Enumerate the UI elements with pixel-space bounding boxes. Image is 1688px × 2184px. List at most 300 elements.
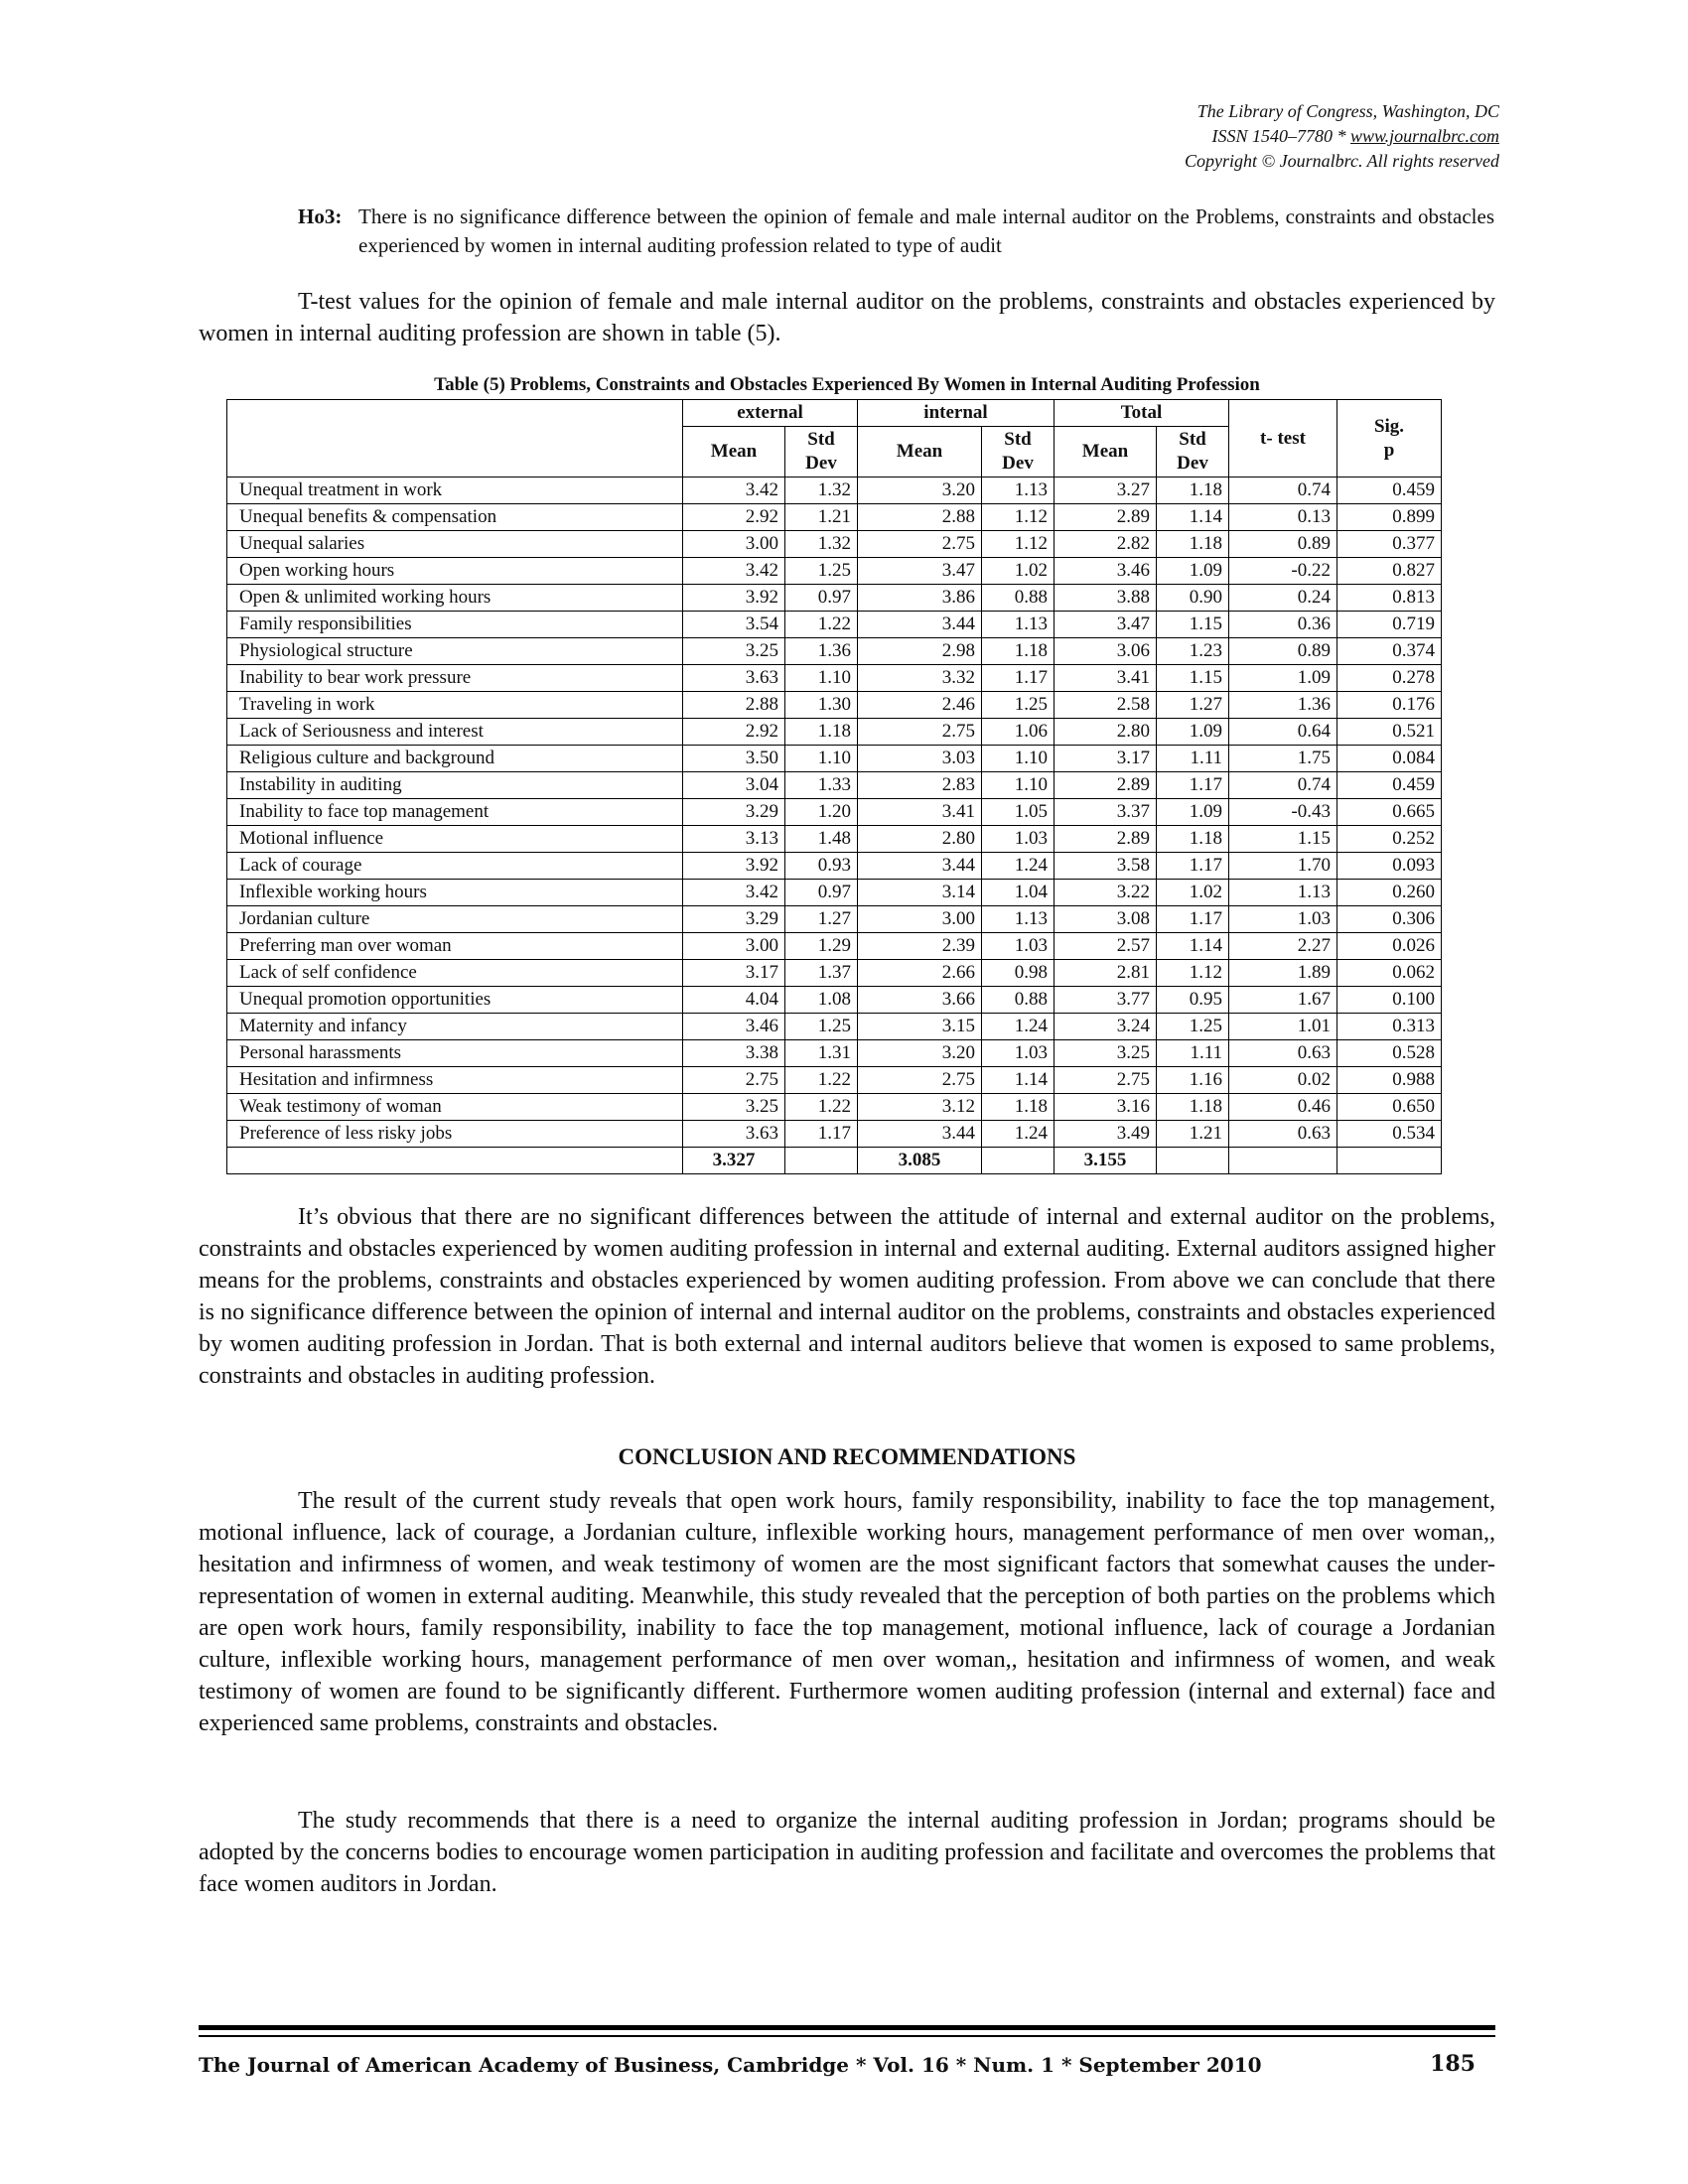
- value-cell: 3.15: [858, 1014, 982, 1040]
- row-label-cell: Preference of less risky jobs: [227, 1121, 683, 1148]
- sig-header: [1337, 400, 1442, 478]
- footer-rule-thin: [199, 2035, 1495, 2037]
- value-cell: 0.062: [1337, 960, 1442, 987]
- value-cell: 1.18: [982, 638, 1055, 665]
- table-row: [227, 665, 1442, 692]
- row-label-cell: Open & unlimited working hours: [227, 585, 683, 612]
- empty-cell: [1337, 1148, 1442, 1174]
- value-cell: 3.32: [858, 665, 982, 692]
- value-cell: 3.77: [1055, 987, 1157, 1014]
- value-cell: 2.92: [683, 504, 785, 531]
- value-cell: 0.89: [1229, 638, 1337, 665]
- empty-cell: [785, 1148, 858, 1174]
- value-cell: 1.03: [1229, 906, 1337, 933]
- value-cell: 0.988: [1337, 1067, 1442, 1094]
- hypothesis-block: [298, 203, 1494, 260]
- row-label-cell: Unequal promotion opportunities: [227, 987, 683, 1014]
- value-cell: 3.25: [683, 1094, 785, 1121]
- table-row: [227, 504, 1442, 531]
- value-cell: 2.66: [858, 960, 982, 987]
- value-cell: 4.04: [683, 987, 785, 1014]
- value-cell: 3.17: [1055, 746, 1157, 772]
- row-label-cell: Unequal benefits & compensation: [227, 504, 683, 531]
- value-cell: 1.06: [982, 719, 1055, 746]
- value-cell: 1.33: [785, 772, 858, 799]
- intro-paragraph-text: T-test values for the opinion of female and male internal auditor on the problems, constraints and obstacles experienced by women in internal auditing profession are shown in table (5).: [199, 289, 1495, 346]
- value-cell: 1.13: [982, 478, 1055, 504]
- value-cell: 3.16: [1055, 1094, 1157, 1121]
- table-row: [227, 933, 1442, 960]
- blank-header-cell: [227, 400, 683, 478]
- value-cell: 0.93: [785, 853, 858, 880]
- value-cell: 1.17: [785, 1121, 858, 1148]
- value-cell: 3.00: [683, 531, 785, 558]
- table-row: [227, 558, 1442, 585]
- row-label-cell: Motional influence: [227, 826, 683, 853]
- value-cell: 3.47: [1055, 612, 1157, 638]
- group-header-internal: internal: [858, 400, 1055, 427]
- footer-rule-thick: [199, 2025, 1495, 2030]
- value-cell: 3.44: [858, 612, 982, 638]
- row-label-cell: Lack of Seriousness and interest: [227, 719, 683, 746]
- table-row: [227, 585, 1442, 612]
- value-cell: 1.22: [785, 1067, 858, 1094]
- std-header-line1: Std: [1179, 429, 1206, 450]
- row-label-cell: Lack of courage: [227, 853, 683, 880]
- value-cell: 1.13: [1229, 880, 1337, 906]
- value-cell: 1.09: [1229, 665, 1337, 692]
- value-cell: 0.100: [1337, 987, 1442, 1014]
- section-heading: CONCLUSION AND RECOMMENDATIONS: [618, 1444, 1076, 1469]
- row-label-cell: Open working hours: [227, 558, 683, 585]
- value-cell: 1.32: [785, 478, 858, 504]
- value-cell: 3.58: [1055, 853, 1157, 880]
- value-cell: 1.18: [1157, 1094, 1229, 1121]
- footer-journal: The Journal of American Academy of Business, Cambridge * Vol. 16 * Num. 1 * September 2010: [199, 2053, 1262, 2077]
- value-cell: 3.25: [683, 638, 785, 665]
- std-header-line1: Std: [1004, 429, 1032, 450]
- value-cell: 0.98: [982, 960, 1055, 987]
- value-cell: 1.29: [785, 933, 858, 960]
- value-cell: 3.49: [1055, 1121, 1157, 1148]
- value-cell: 1.10: [785, 746, 858, 772]
- value-cell: 3.20: [858, 1040, 982, 1067]
- value-cell: 0.459: [1337, 478, 1442, 504]
- value-cell: 3.66: [858, 987, 982, 1014]
- value-cell: 1.18: [982, 1094, 1055, 1121]
- journal-url-link[interactable]: www.journalbrc.com: [1349, 126, 1499, 146]
- value-cell: 2.58: [1055, 692, 1157, 719]
- table-row: [227, 531, 1442, 558]
- value-cell: 0.36: [1229, 612, 1337, 638]
- std-header: [785, 427, 858, 478]
- row-label-cell: Physiological structure: [227, 638, 683, 665]
- value-cell: 2.98: [858, 638, 982, 665]
- value-cell: 1.01: [1229, 1014, 1337, 1040]
- value-cell: 1.14: [982, 1067, 1055, 1094]
- table-row: [227, 719, 1442, 746]
- value-cell: 1.10: [785, 665, 858, 692]
- value-cell: 2.75: [858, 531, 982, 558]
- value-cell: 2.82: [1055, 531, 1157, 558]
- value-cell: 0.89: [1229, 531, 1337, 558]
- value-cell: 2.27: [1229, 933, 1337, 960]
- value-cell: 3.42: [683, 880, 785, 906]
- sig-header-line2: p: [1383, 439, 1395, 461]
- table-row: [227, 1094, 1442, 1121]
- value-cell: 1.75: [1229, 746, 1337, 772]
- std-header-line2: Dev: [805, 453, 837, 474]
- value-cell: 2.88: [858, 504, 982, 531]
- value-cell: 1.14: [1157, 504, 1229, 531]
- value-cell: 2.75: [683, 1067, 785, 1094]
- value-cell: 0.63: [1229, 1040, 1337, 1067]
- value-cell: 0.093: [1337, 853, 1442, 880]
- row-label-cell: Instability in auditing: [227, 772, 683, 799]
- value-cell: 0.459: [1337, 772, 1442, 799]
- table-row: [227, 1121, 1442, 1148]
- value-cell: 3.41: [1055, 665, 1157, 692]
- value-cell: 1.09: [1157, 719, 1229, 746]
- value-cell: 3.14: [858, 880, 982, 906]
- value-cell: -0.43: [1229, 799, 1337, 826]
- std-header: [1157, 427, 1229, 478]
- value-cell: 1.25: [785, 558, 858, 585]
- value-cell: 1.04: [982, 880, 1055, 906]
- value-cell: 0.665: [1337, 799, 1442, 826]
- value-cell: 1.18: [1157, 826, 1229, 853]
- value-cell: 3.03: [858, 746, 982, 772]
- value-cell: 1.18: [785, 719, 858, 746]
- value-cell: 2.88: [683, 692, 785, 719]
- recommendation-paragraph: [199, 1805, 1495, 1900]
- sig-header-line1: Sig.: [1373, 415, 1405, 437]
- value-cell: 0.24: [1229, 585, 1337, 612]
- page-number: 185: [1430, 2051, 1476, 2077]
- empty-cell: [227, 1148, 683, 1174]
- value-cell: 1.17: [1157, 772, 1229, 799]
- value-cell: 0.64: [1229, 719, 1337, 746]
- value-cell: 2.92: [683, 719, 785, 746]
- value-cell: 3.92: [683, 853, 785, 880]
- value-cell: 1.17: [1157, 853, 1229, 880]
- value-cell: 3.42: [683, 558, 785, 585]
- value-cell: 0.374: [1337, 638, 1442, 665]
- value-cell: 1.21: [785, 504, 858, 531]
- std-header-line1: Std: [807, 429, 835, 450]
- total-mean-cell: 3.085: [858, 1148, 982, 1174]
- value-cell: 1.27: [785, 906, 858, 933]
- value-cell: 1.24: [982, 1014, 1055, 1040]
- value-cell: 3.06: [1055, 638, 1157, 665]
- value-cell: 1.16: [1157, 1067, 1229, 1094]
- discussion-paragraph: [199, 1201, 1495, 1392]
- value-cell: 3.00: [858, 906, 982, 933]
- value-cell: 3.37: [1055, 799, 1157, 826]
- value-cell: 3.44: [858, 853, 982, 880]
- value-cell: 1.09: [1157, 799, 1229, 826]
- value-cell: 1.08: [785, 987, 858, 1014]
- header-issn: ISSN 1540–7780 *: [1211, 126, 1350, 146]
- row-label-cell: Religious culture and background: [227, 746, 683, 772]
- table-row: [227, 1014, 1442, 1040]
- value-cell: 3.88: [1055, 585, 1157, 612]
- table-row: [227, 772, 1442, 799]
- value-cell: 0.719: [1337, 612, 1442, 638]
- header-line-2: [1185, 124, 1499, 149]
- value-cell: 3.29: [683, 906, 785, 933]
- value-cell: 1.15: [1157, 665, 1229, 692]
- table-row: [227, 478, 1442, 504]
- conclusion-paragraph: [199, 1485, 1495, 1739]
- value-cell: 1.89: [1229, 960, 1337, 987]
- value-cell: 0.899: [1337, 504, 1442, 531]
- value-cell: 0.95: [1157, 987, 1229, 1014]
- value-cell: 1.12: [982, 531, 1055, 558]
- row-label-cell: Preferring man over woman: [227, 933, 683, 960]
- value-cell: 1.24: [982, 853, 1055, 880]
- value-cell: 0.46: [1229, 1094, 1337, 1121]
- table-row: [227, 1067, 1442, 1094]
- value-cell: 1.17: [1157, 906, 1229, 933]
- value-cell: 1.18: [1157, 478, 1229, 504]
- value-cell: 1.25: [1157, 1014, 1229, 1040]
- value-cell: 0.88: [982, 987, 1055, 1014]
- table-row: [227, 960, 1442, 987]
- value-cell: 1.14: [1157, 933, 1229, 960]
- value-cell: 3.44: [858, 1121, 982, 1148]
- value-cell: 2.89: [1055, 772, 1157, 799]
- value-cell: 3.47: [858, 558, 982, 585]
- value-cell: 3.22: [1055, 880, 1157, 906]
- value-cell: 1.36: [1229, 692, 1337, 719]
- value-cell: 3.46: [683, 1014, 785, 1040]
- value-cell: 1.09: [1157, 558, 1229, 585]
- value-cell: 3.00: [683, 933, 785, 960]
- running-header: [1185, 99, 1499, 174]
- value-cell: 0.026: [1337, 933, 1442, 960]
- row-label-cell: Personal harassments: [227, 1040, 683, 1067]
- value-cell: 2.75: [858, 719, 982, 746]
- table-caption: Table (5) Problems, Constraints and Obstacles Experienced By Women in Internal Auditing Profession: [434, 374, 1260, 395]
- recommendation-paragraph-text: The study recommends that there is a need to organize the internal auditing profession in Jordan; programs should be adopted by the concerns bodies to encourage women participation in auditing profession and facilitate and overcomes the problems that face women auditors in Jordan.: [199, 1808, 1495, 1897]
- value-cell: 3.12: [858, 1094, 982, 1121]
- value-cell: 0.90: [1157, 585, 1229, 612]
- value-cell: 1.27: [1157, 692, 1229, 719]
- value-cell: 1.13: [982, 612, 1055, 638]
- value-cell: 1.02: [982, 558, 1055, 585]
- value-cell: 1.17: [982, 665, 1055, 692]
- value-cell: 2.80: [858, 826, 982, 853]
- value-cell: 1.22: [785, 1094, 858, 1121]
- value-cell: 2.89: [1055, 504, 1157, 531]
- row-label-cell: Inability to face top management: [227, 799, 683, 826]
- value-cell: 3.86: [858, 585, 982, 612]
- value-cell: -0.22: [1229, 558, 1337, 585]
- value-cell: 1.18: [1157, 531, 1229, 558]
- value-cell: 1.10: [982, 772, 1055, 799]
- table-row: [227, 826, 1442, 853]
- value-cell: 0.63: [1229, 1121, 1337, 1148]
- value-cell: 2.75: [858, 1067, 982, 1094]
- value-cell: 3.20: [858, 478, 982, 504]
- table-row: [227, 612, 1442, 638]
- value-cell: 1.25: [785, 1014, 858, 1040]
- page-footer: [199, 2053, 1495, 2077]
- value-cell: 0.377: [1337, 531, 1442, 558]
- value-cell: 3.38: [683, 1040, 785, 1067]
- value-cell: 2.57: [1055, 933, 1157, 960]
- ttest-header: t- test: [1229, 400, 1337, 478]
- value-cell: 2.75: [1055, 1067, 1157, 1094]
- std-header-line2: Dev: [1002, 453, 1034, 474]
- row-label-cell: Jordanian culture: [227, 906, 683, 933]
- value-cell: 1.12: [1157, 960, 1229, 987]
- value-cell: 0.97: [785, 585, 858, 612]
- value-cell: 3.92: [683, 585, 785, 612]
- value-cell: 1.48: [785, 826, 858, 853]
- hypothesis-label: Ho3:: [298, 205, 343, 228]
- value-cell: 0.260: [1337, 880, 1442, 906]
- group-header-external: external: [683, 400, 858, 427]
- mean-header: Mean: [683, 427, 785, 478]
- value-cell: 1.13: [982, 906, 1055, 933]
- row-label-cell: Unequal treatment in work: [227, 478, 683, 504]
- results-table: [226, 399, 1442, 1174]
- value-cell: 1.24: [982, 1121, 1055, 1148]
- value-cell: 1.37: [785, 960, 858, 987]
- value-cell: 1.23: [1157, 638, 1229, 665]
- table-row: [227, 638, 1442, 665]
- row-label-cell: Lack of self confidence: [227, 960, 683, 987]
- std-header-line2: Dev: [1177, 453, 1208, 474]
- value-cell: 0.521: [1337, 719, 1442, 746]
- row-label-cell: Unequal salaries: [227, 531, 683, 558]
- total-mean-cell: 3.327: [683, 1148, 785, 1174]
- value-cell: 1.03: [982, 826, 1055, 853]
- value-cell: 2.80: [1055, 719, 1157, 746]
- value-cell: 0.813: [1337, 585, 1442, 612]
- value-cell: 1.11: [1157, 1040, 1229, 1067]
- std-header: [982, 427, 1055, 478]
- header-line-3: Copyright © Journalbrc. All rights reserved: [1185, 151, 1499, 171]
- value-cell: 3.25: [1055, 1040, 1157, 1067]
- totals-row: [227, 1148, 1442, 1174]
- value-cell: 3.04: [683, 772, 785, 799]
- value-cell: 1.10: [982, 746, 1055, 772]
- value-cell: 3.63: [683, 1121, 785, 1148]
- value-cell: 1.11: [1157, 746, 1229, 772]
- row-label-cell: Maternity and infancy: [227, 1014, 683, 1040]
- mean-header: Mean: [1055, 427, 1157, 478]
- table-row: [227, 987, 1442, 1014]
- value-cell: 0.252: [1337, 826, 1442, 853]
- table-body: [227, 478, 1442, 1174]
- value-cell: 3.24: [1055, 1014, 1157, 1040]
- value-cell: 3.08: [1055, 906, 1157, 933]
- row-label-cell: Weak testimony of woman: [227, 1094, 683, 1121]
- value-cell: 1.12: [982, 504, 1055, 531]
- value-cell: 0.306: [1337, 906, 1442, 933]
- total-mean-cell: 3.155: [1055, 1148, 1157, 1174]
- value-cell: 0.084: [1337, 746, 1442, 772]
- value-cell: 1.32: [785, 531, 858, 558]
- value-cell: 3.29: [683, 799, 785, 826]
- mean-header: Mean: [858, 427, 982, 478]
- table-row: [227, 1040, 1442, 1067]
- value-cell: 3.41: [858, 799, 982, 826]
- row-label-cell: Hesitation and infirmness: [227, 1067, 683, 1094]
- value-cell: 1.03: [982, 1040, 1055, 1067]
- value-cell: 3.42: [683, 478, 785, 504]
- value-cell: 2.83: [858, 772, 982, 799]
- value-cell: 0.534: [1337, 1121, 1442, 1148]
- value-cell: 1.21: [1157, 1121, 1229, 1148]
- row-label-cell: Inflexible working hours: [227, 880, 683, 906]
- table-row: [227, 906, 1442, 933]
- value-cell: 2.39: [858, 933, 982, 960]
- row-label-cell: Family responsibilities: [227, 612, 683, 638]
- value-cell: 0.74: [1229, 772, 1337, 799]
- value-cell: 3.13: [683, 826, 785, 853]
- hypothesis-text: There is no significance difference between the opinion of female and male internal auditor on the Problems, constraints and obstacles experienced by women in internal auditing profession related to type of audit: [358, 205, 1494, 257]
- value-cell: 0.88: [982, 585, 1055, 612]
- value-cell: 1.15: [1229, 826, 1337, 853]
- table-row: [227, 799, 1442, 826]
- value-cell: 0.74: [1229, 478, 1337, 504]
- value-cell: 1.20: [785, 799, 858, 826]
- table-row: [227, 746, 1442, 772]
- value-cell: 0.528: [1337, 1040, 1442, 1067]
- value-cell: 0.278: [1337, 665, 1442, 692]
- discussion-paragraph-text: It’s obvious that there are no significant differences between the attitude of internal and external auditor on the problems, constraints and obstacles experienced by women auditing profession in internal and external auditing. External auditors assigned higher means for the problems, constraints and obstacles experienced by women auditing profession. From above we can conclude that there is no significance difference between the opinion of internal and internal auditor on the problems, constraints and obstacles experienced by women auditing profession in Jordan. That is both external and internal auditors believe that women is exposed to same problems, constraints and obstacles in auditing profession.: [199, 1204, 1495, 1389]
- value-cell: 3.63: [683, 665, 785, 692]
- value-cell: 2.46: [858, 692, 982, 719]
- value-cell: 1.30: [785, 692, 858, 719]
- group-header-total: Total: [1055, 400, 1229, 427]
- value-cell: 0.827: [1337, 558, 1442, 585]
- value-cell: 3.50: [683, 746, 785, 772]
- value-cell: 1.36: [785, 638, 858, 665]
- conclusion-paragraph-text: The result of the current study reveals that open work hours, family responsibility, inability to face the top management, motional influence, lack of courage, a Jordanian culture, inflexible working hours, management performance of men over woman,, hesitation and infirmness of women, and weak testimony of women are the most significant factors that somewhat causes the under-representation of women in external auditing. Meanwhile, this study revealed that the perception of both parties on the problems which are open work hours, family responsibility, inability to face the top management, motional influence, lack of courage a Jordanian culture, inflexible working hours, management performance of men over woman,, hesitation and infirmness of women, and weak testimony of women are found to be significantly different. Furthermore women auditing profession (internal and external) face and experienced same problems, constraints and obstacles.: [199, 1488, 1495, 1736]
- value-cell: 1.22: [785, 612, 858, 638]
- value-cell: 3.17: [683, 960, 785, 987]
- value-cell: 3.46: [1055, 558, 1157, 585]
- value-cell: 3.27: [1055, 478, 1157, 504]
- value-cell: 0.313: [1337, 1014, 1442, 1040]
- row-label-cell: Inability to bear work pressure: [227, 665, 683, 692]
- empty-cell: [982, 1148, 1055, 1174]
- value-cell: 1.31: [785, 1040, 858, 1067]
- table-row: [227, 692, 1442, 719]
- value-cell: 1.25: [982, 692, 1055, 719]
- value-cell: 0.13: [1229, 504, 1337, 531]
- intro-paragraph: [199, 286, 1495, 349]
- table-row: [227, 880, 1442, 906]
- value-cell: 2.81: [1055, 960, 1157, 987]
- value-cell: 1.03: [982, 933, 1055, 960]
- empty-cell: [1157, 1148, 1229, 1174]
- table-row: [227, 853, 1442, 880]
- value-cell: 1.02: [1157, 880, 1229, 906]
- value-cell: 1.05: [982, 799, 1055, 826]
- value-cell: 0.02: [1229, 1067, 1337, 1094]
- value-cell: 0.650: [1337, 1094, 1442, 1121]
- value-cell: 3.54: [683, 612, 785, 638]
- value-cell: 1.15: [1157, 612, 1229, 638]
- row-label-cell: Traveling in work: [227, 692, 683, 719]
- value-cell: 1.67: [1229, 987, 1337, 1014]
